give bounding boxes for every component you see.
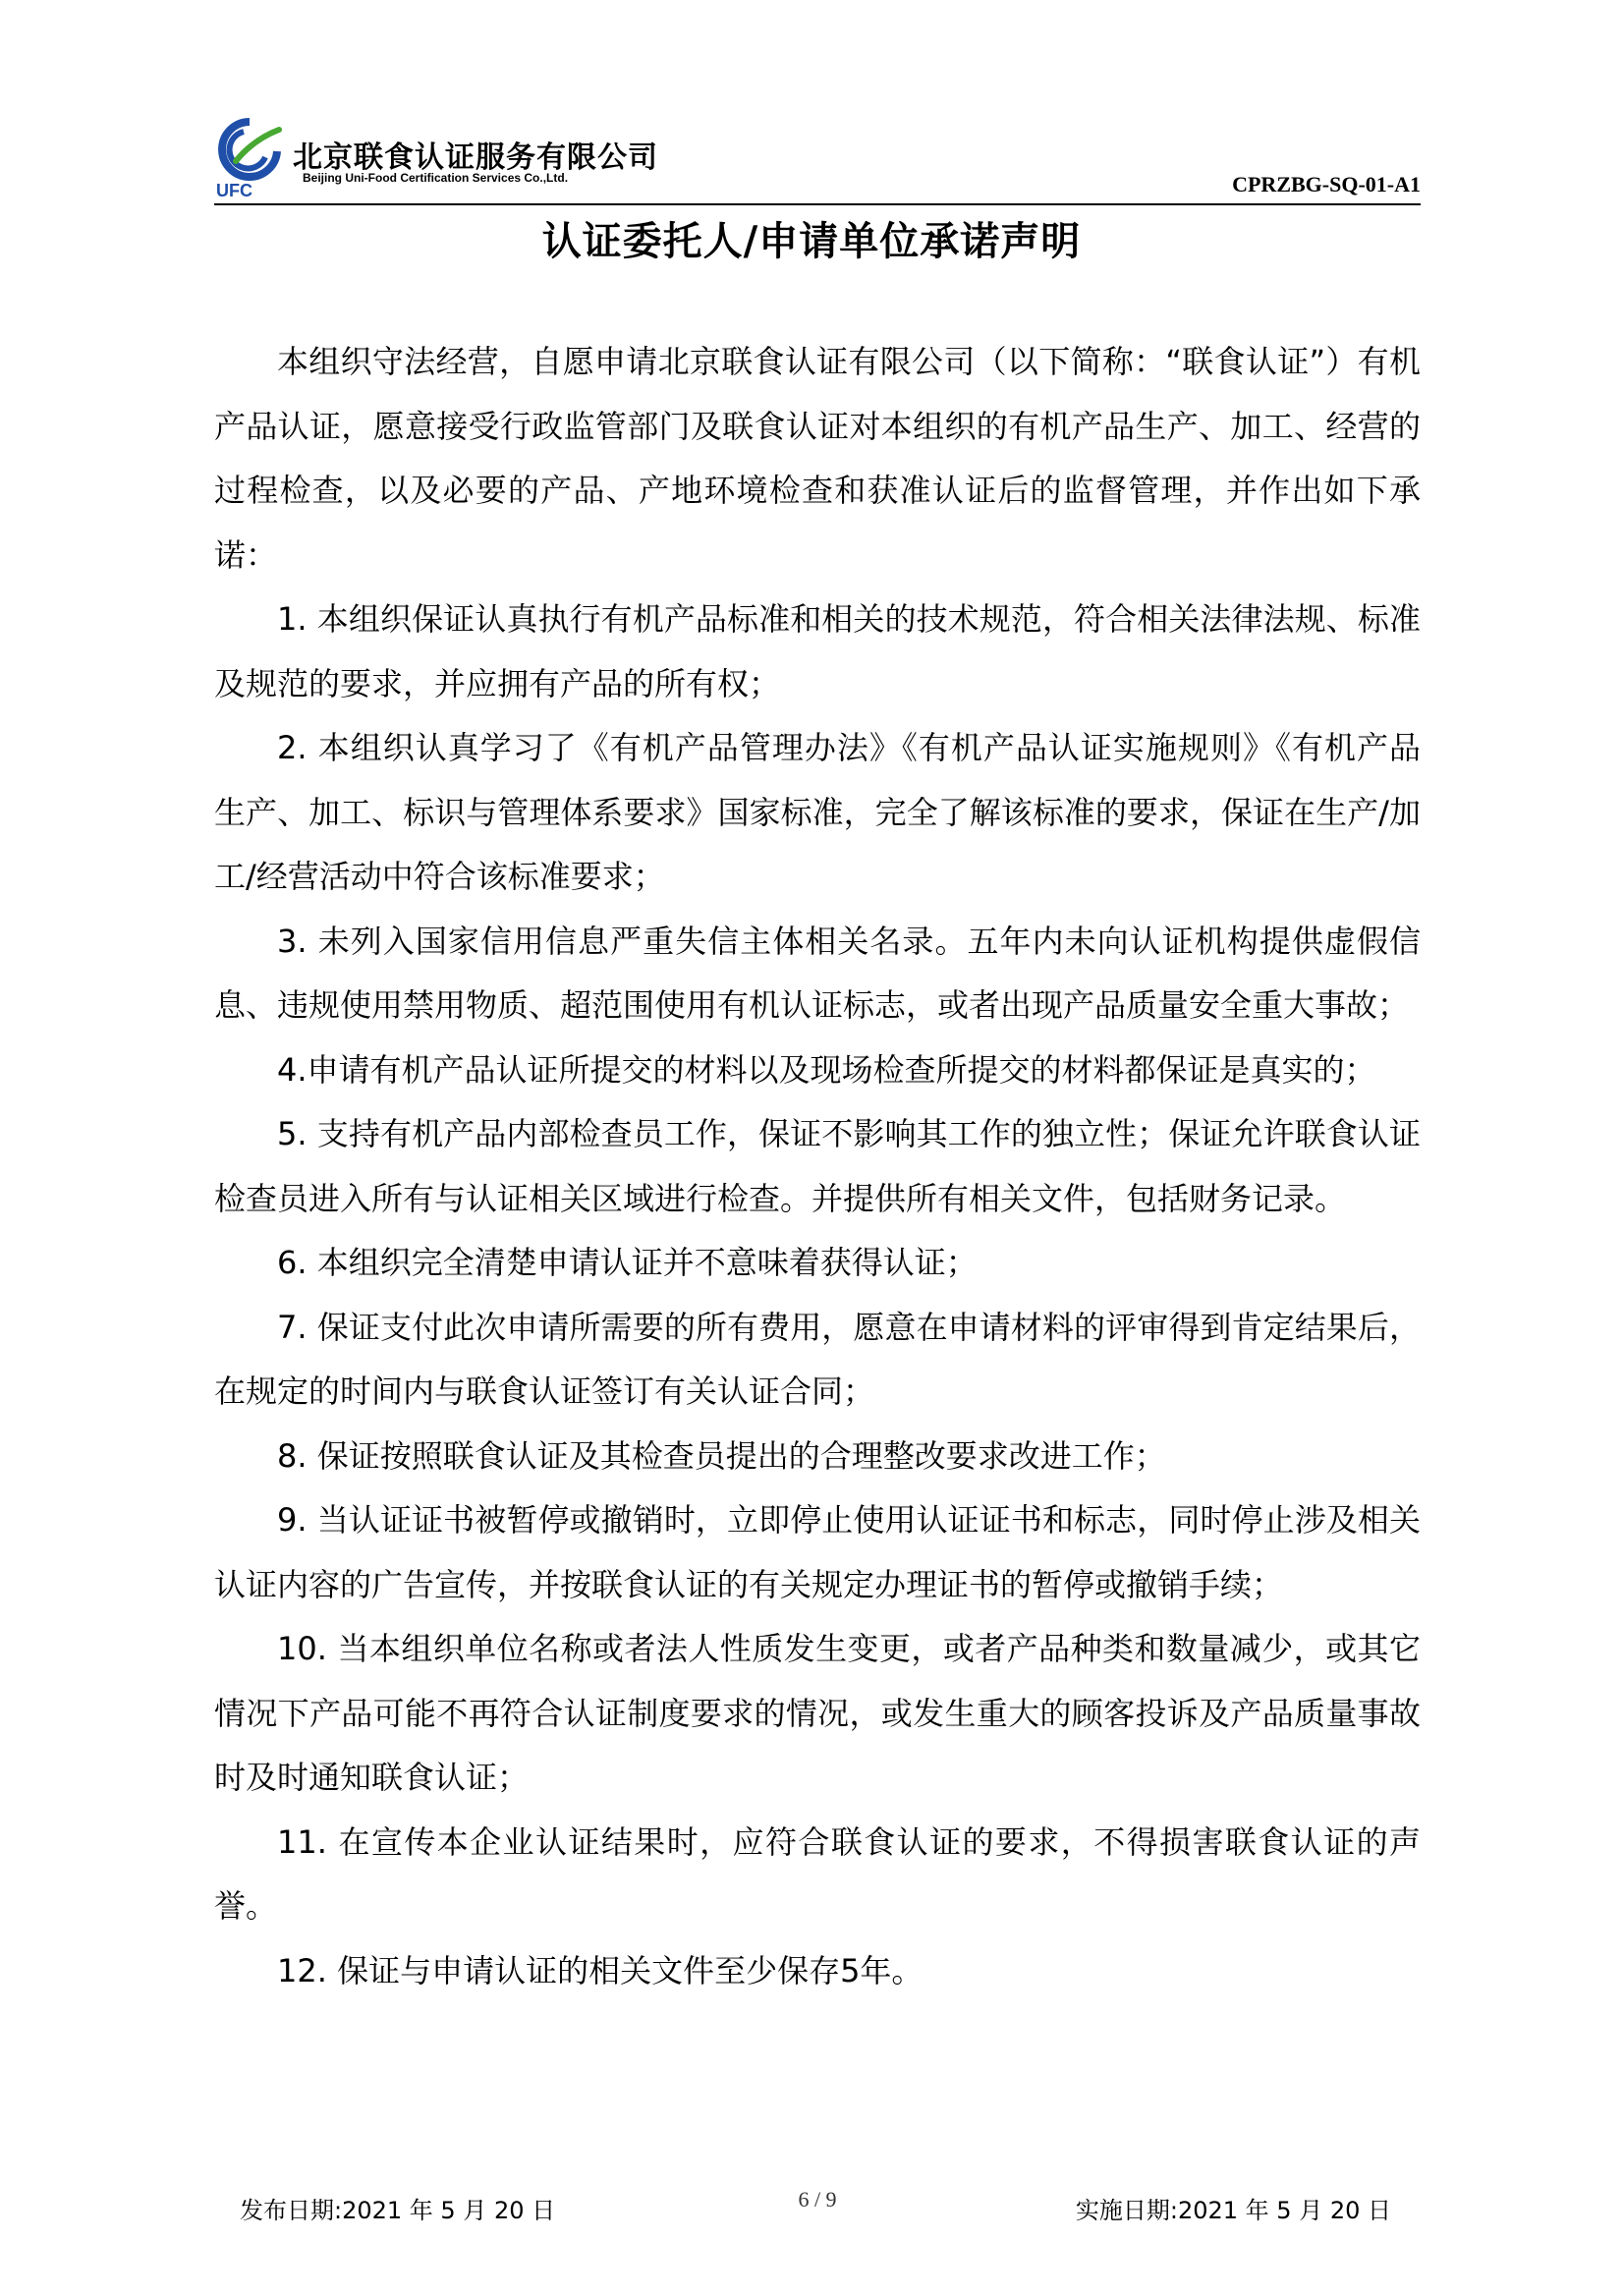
ufc-logo-icon — [214, 118, 285, 198]
logo-text: UFC — [216, 181, 252, 198]
company-name-en: Beijing Uni-Food Certification Services Co.,Ltd. — [303, 171, 569, 185]
document-code: CPRZBG-SQ-01-A1 — [1232, 172, 1421, 196]
header-divider — [214, 203, 1421, 205]
commitment-item-3: 3. 未列入国家信用信息严重失信主体相关名录。五年内未向认证机构提供虚假信息、违规使用禁用物质、超范围使用有机认证标志，或者出现产品质量安全重大事故； — [214, 922, 1421, 1024]
commitment-item-10: 10. 当本组织单位名称或者法人性质发生变更，或者产品种类和数量减少，或其它情况下产品可能不再符合认证制度要求的情况，或发生重大的顾客投诉及产品质量事故时及时通知联食认证； — [214, 1630, 1421, 1796]
issue-date: 发布日期:2021 年 5 月 20 日 — [240, 2197, 556, 2224]
intro-paragraph: 本组织守法经营，自愿申请北京联食认证有限公司（以下简称：“联食认证”）有机产品认证，愿意接受行政监管部门及联食认证对本组织的有机产品生产、加工、经营的过程检查，以及必要的产品、产地环境检查和获准认证后的监督管理，并作出如下承诺： — [214, 343, 1421, 574]
commitment-item-7: 7. 保证支付此次申请所需要的所有费用，愿意在申请材料的评审得到肯定结果后，在规定的时间内与联食认证签订有关认证合同； — [214, 1308, 1421, 1410]
commitment-item-8: 8. 保证按照联食认证及其检查员提出的合理整改要求改进工作； — [277, 1436, 1166, 1475]
commitment-item-11: 11. 在宣传本企业认证结果时，应符合联食认证的要求，不得损害联食认证的声誉。 — [214, 1822, 1421, 1925]
commitment-item-2: 2. 本组织认真学习了《有机产品管理办法》《有机产品认证实施规则》《有机产品 生产、加工、标识与管理体系要求》国家标准，完全了解该标准的要求，保证在生产/加工/经营活动中符合该标准要求； — [214, 729, 1421, 895]
commitment-item-6: 6. 本组织完全清楚申请认证并不意味着获得认证； — [277, 1244, 978, 1281]
statement-body — [214, 330, 1421, 2003]
page-title: 认证委托人/申请单位承诺声明 — [541, 218, 1082, 264]
effective-date: 实施日期:2021 年 5 月 20 日 — [1075, 2197, 1391, 2224]
page-number: 6 / 9 — [798, 2187, 837, 2212]
document-header — [214, 113, 1421, 207]
commitment-item-4: 4.申请有机产品认证所提交的材料以及现场检查所提交的材料都保证是真实的； — [277, 1050, 1376, 1089]
document-footer — [214, 2187, 1421, 2230]
commitment-item-1: 1. 本组织保证认真执行有机产品标准和相关的技术规范，符合相关法律法规、标准及规范的要求，并应拥有产品的所有权； — [214, 600, 1421, 702]
commitment-item-5: 5. 支持有机产品内部检查员工作，保证不影响其工作的独立性；保证允许联食认证检查员进入所有与认证相关区域进行检查。并提供所有相关文件，包括财务记录。 — [214, 1115, 1421, 1217]
company-name-cn: 北京联食认证服务有限公司 — [293, 140, 658, 175]
commitment-item-9: 9. 当认证证书被暂停或撤销时，立即停止使用认证证书和标志，同时停止涉及相关认证内容的广告宣传，并按联食认证的有关规定办理证书的暂停或撤销手续； — [214, 1501, 1421, 1603]
commitment-item-12: 12. 保证与申请认证的相关文件至少保存5年。 — [277, 1951, 923, 1989]
